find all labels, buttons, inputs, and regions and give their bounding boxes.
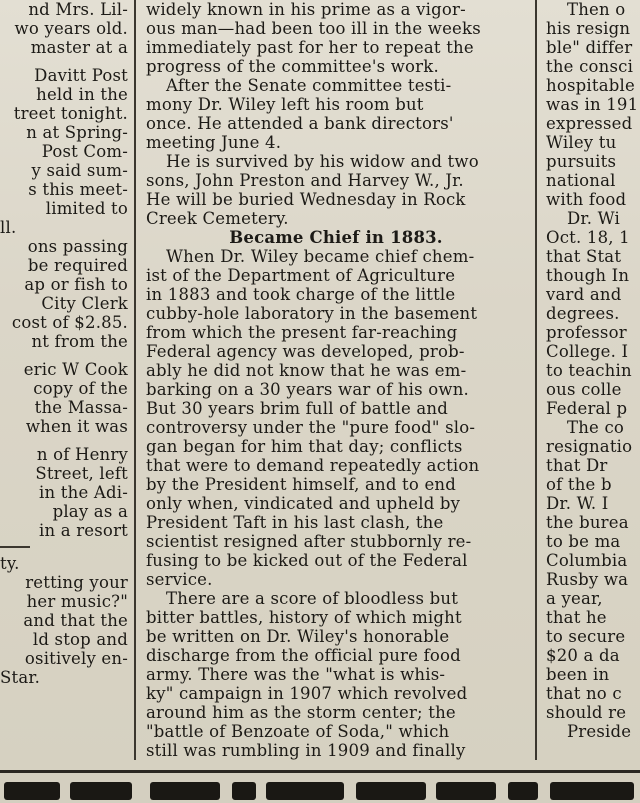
article-line: widely known in his prime as a vigor-	[146, 0, 466, 19]
left-line: eric W Cook	[23, 360, 128, 379]
right-line: resignatio	[546, 437, 633, 456]
article-line: by the President himself, and to end	[146, 475, 457, 494]
article-line: discharge from the official pure food	[146, 646, 461, 665]
left-line: in the Adi-	[39, 483, 128, 502]
left-line: ty.	[0, 554, 20, 573]
article-line: in 1883 and took charge of the little	[146, 285, 456, 304]
left-line: when it was	[25, 417, 128, 436]
article-subhead: Became Chief in 1883.	[229, 228, 443, 247]
left-line: Post Com-	[41, 142, 128, 161]
left-line: cost of $2.85.	[11, 313, 128, 332]
right-line: Columbia	[546, 551, 628, 570]
right-line: Dr. Wi	[567, 209, 620, 228]
left-line: play as a	[52, 502, 128, 521]
left-line: ons passing	[27, 237, 128, 256]
left-line: ld stop and	[32, 630, 128, 649]
right-line: Federal p	[546, 399, 628, 418]
right-column	[541, 0, 640, 760]
right-line: to teachin	[546, 361, 632, 380]
right-line: professor	[546, 323, 627, 342]
left-line: n of Henry	[36, 445, 128, 464]
article-line: He will be buried Wednesday in Rock	[146, 190, 466, 209]
right-line: that Dr	[546, 456, 608, 475]
column-rule	[535, 0, 537, 760]
left-line: ositively en-	[24, 649, 128, 668]
right-line: been in	[546, 665, 610, 684]
right-line: to secure	[546, 627, 626, 646]
article-line: ky" campaign in 1907 which revolved	[146, 684, 468, 703]
right-line: his resign	[546, 19, 631, 38]
article-line: immediately past for her to repeat the	[146, 38, 474, 57]
column-rule	[134, 0, 136, 760]
article-line: Federal agency was developed, prob-	[146, 342, 465, 361]
right-line: Rusby wa	[546, 570, 629, 589]
article-line: mony Dr. Wiley left his room but	[146, 95, 424, 114]
headline-fragment	[232, 782, 256, 800]
article-line: Creek Cemetery.	[146, 209, 289, 228]
right-line: the consci	[546, 57, 634, 76]
left-line: n at Spring-	[26, 123, 128, 142]
bottom-headline-fragment	[0, 770, 640, 803]
right-line: hospitable	[546, 76, 635, 95]
right-line: of the b	[546, 475, 612, 494]
article-line: ably he did not know that he was em-	[146, 361, 467, 380]
left-line: copy of the	[33, 379, 128, 398]
article-line: There are a score of bloodless but	[166, 589, 459, 608]
headline-fragment	[436, 782, 496, 800]
right-line: Oct. 18, 1	[546, 228, 630, 247]
article-line: scientist resigned after stubbornly re-	[146, 532, 472, 551]
article-line: progress of the committee's work.	[146, 57, 439, 76]
right-line: was in 191	[546, 95, 639, 114]
left-line: limited to	[45, 199, 128, 218]
right-line: The co	[567, 418, 625, 437]
left-line: master at a	[30, 38, 128, 57]
headline-fragment	[508, 782, 538, 800]
left-line: ll.	[0, 218, 17, 237]
right-line: ous colle	[546, 380, 622, 399]
right-line: though In	[546, 266, 630, 285]
right-line: the burea	[546, 513, 629, 532]
right-line: Dr. W. I	[546, 494, 609, 513]
left-line: Star.	[0, 668, 41, 687]
right-line: degrees.	[546, 304, 620, 323]
right-line: vard and	[546, 285, 622, 304]
article-line: from which the present far-reaching	[146, 323, 458, 342]
headline-fragment	[4, 782, 60, 800]
article-line: ist of the Department of Agriculture	[146, 266, 456, 285]
left-line: wo years old.	[14, 19, 128, 38]
article-line: bitter battles, history of which might	[146, 608, 462, 627]
right-line: $20 a da	[546, 646, 620, 665]
article-line: sons, John Preston and Harvey W., Jr.	[146, 171, 464, 190]
left-line: City Clerk	[41, 294, 128, 313]
headline-fragment	[356, 782, 426, 800]
article-line: only when, vindicated and upheld by	[146, 494, 461, 513]
headline-fragment	[550, 782, 634, 800]
article-line: President Taft in his last clash, the	[146, 513, 444, 532]
right-line: College. I	[546, 342, 629, 361]
left-line: in a resort	[38, 521, 128, 540]
left-line: retting your	[25, 573, 128, 592]
right-line: that he	[546, 608, 607, 627]
left-line: the Massa-	[34, 398, 128, 417]
article-line: army. There was the "what is whis-	[146, 665, 446, 684]
article-line: He is survived by his widow and two	[166, 152, 479, 171]
right-line: pursuits	[546, 152, 617, 171]
left-line: be required	[27, 256, 128, 275]
article-line: service.	[146, 570, 213, 589]
right-line: Preside	[567, 722, 632, 741]
left-line: held in the	[36, 85, 128, 104]
right-line: ble" differ	[546, 38, 633, 57]
left-line: nd Mrs. Lil-	[28, 0, 128, 19]
right-line: that Stat	[546, 247, 622, 266]
right-line: Wiley tu	[546, 133, 617, 152]
headline-fragment	[266, 782, 344, 800]
article-line: around him as the storm center; the	[146, 703, 456, 722]
main-article	[140, 0, 532, 760]
article-line: still was rumbling in 1909 and finally	[146, 741, 466, 760]
article-line: that were to demand repeatedly action	[146, 456, 480, 475]
left-line: nt from the	[31, 332, 128, 351]
article-line: cubby-hole laboratory in the basement	[146, 304, 478, 323]
article-line: "battle of Benzoate of Soda," which	[146, 722, 450, 741]
section-divider	[0, 546, 30, 548]
left-line: treet tonight.	[13, 104, 128, 123]
right-line: expressed	[546, 114, 633, 133]
article-line: meeting June 4.	[146, 133, 282, 152]
right-line: national	[546, 171, 616, 190]
article-line: barking on a 30 years war of his own.	[146, 380, 469, 399]
article-line: once. He attended a bank directors'	[146, 114, 454, 133]
left-line: and that the	[23, 611, 128, 630]
right-line: should re	[546, 703, 627, 722]
headline-fragment	[150, 782, 220, 800]
left-line: y said sum-	[31, 161, 128, 180]
left-line: her music?"	[26, 592, 128, 611]
left-line: ap or fish to	[24, 275, 128, 294]
article-line: When Dr. Wiley became chief chem-	[166, 247, 475, 266]
article-line: But 30 years brim full of battle and	[146, 399, 449, 418]
right-line: a year,	[546, 589, 603, 608]
article-line: ous man—had been too ill in the weeks	[146, 19, 481, 38]
right-line: with food	[546, 190, 627, 209]
article-line: gan began for him that day; conflicts	[146, 437, 463, 456]
right-line: Then o	[567, 0, 626, 19]
right-line: to be ma	[546, 532, 621, 551]
article-line: controversy under the "pure food" slo-	[146, 418, 476, 437]
article-line: be written on Dr. Wiley's honorable	[146, 627, 450, 646]
left-line: s this meet-	[28, 180, 128, 199]
article-line: After the Senate committee testi-	[166, 76, 452, 95]
right-line: that no c	[546, 684, 622, 703]
left-line: Davitt Post	[34, 66, 128, 85]
left-column	[0, 0, 132, 760]
headline-fragment	[70, 782, 132, 800]
article-line: fusing to be kicked out of the Federal	[146, 551, 468, 570]
left-line: Street, left	[35, 464, 128, 483]
